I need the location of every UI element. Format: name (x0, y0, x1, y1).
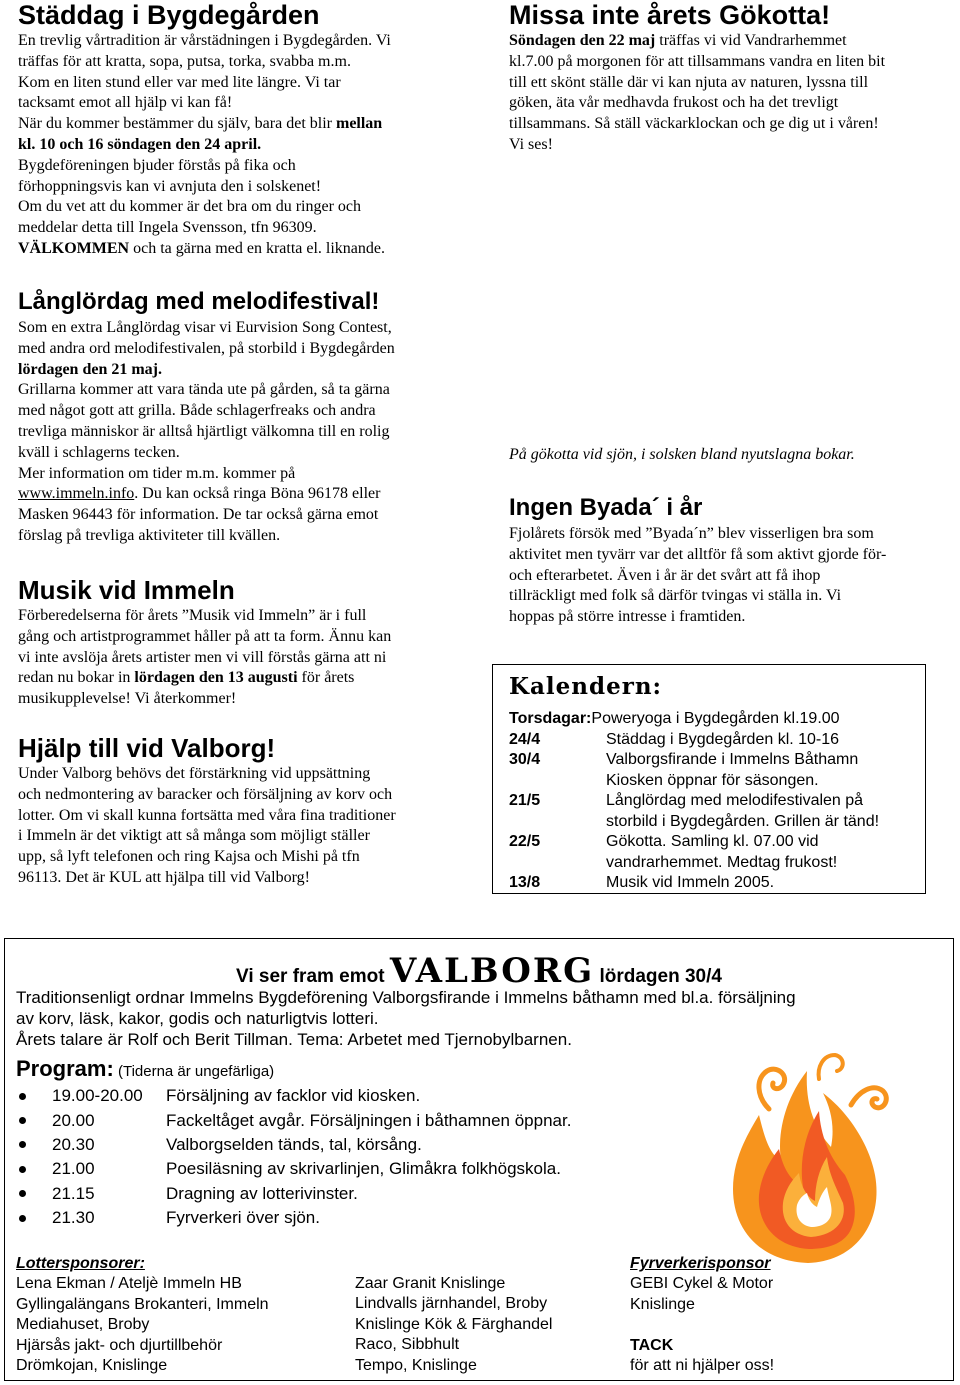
calendar-row (509, 791, 925, 832)
stad-line: förhoppningsvis kan vi avnjuta den i solskenet! (18, 177, 322, 195)
calendar-row (509, 709, 925, 730)
sponsor-item: Drömkojan, Knislinge (16, 1357, 168, 1375)
stad-line: Om du vet att du kommer är det bra om du ringer och (18, 198, 362, 216)
program-item (16, 1084, 676, 1108)
calendar-rows (509, 730, 925, 894)
calendar-row (509, 832, 925, 873)
program-item (16, 1108, 676, 1132)
calendar-event-line: Musik vid Immeln 2005. (606, 874, 775, 891)
gok-line: göken, äta vår medhavda frukost och ha det trevligt (509, 94, 839, 112)
stad-title: Städdag i Bygdegården (18, 0, 320, 30)
calendar-event-line: Kiosken öppnar för säsongen. (606, 771, 819, 789)
tack-label: TACK (630, 1336, 674, 1354)
valborg-head-pre: Vi ser fram emot (236, 966, 390, 987)
lang-line: trevliga människor är alltså hjärtligt välkomna till en rolig (18, 422, 390, 440)
bullet-icon (19, 1117, 26, 1124)
calendar-event (606, 730, 839, 751)
fyr-head: Fyrverkerisponsor (630, 1255, 771, 1272)
program-heading (16, 1056, 274, 1082)
bullet-icon (19, 1093, 26, 1100)
calendar-row (509, 730, 925, 751)
sponsor-item: Hjärsås jakt- och djurtillbehör (16, 1336, 223, 1354)
calendar-event-line: Gökotta. Samling kl. 07.00 vid (606, 833, 819, 850)
stad-line: tacksamt emot all hjälp vi kan få! (18, 94, 233, 112)
lang-section (18, 288, 478, 547)
program-item (16, 1206, 676, 1230)
sponsor-item: Lindvalls järnhandel, Broby (355, 1295, 548, 1313)
valborg-head-big: VALBORG (389, 951, 595, 991)
program-time: 20.00 (52, 1110, 95, 1130)
musik-bold: lördagen den 13 augusti (134, 669, 298, 687)
valborg-heading (5, 951, 953, 991)
valborg-intro (16, 987, 946, 1050)
program-text: Fyrverkeri över sjön. (166, 1208, 320, 1228)
bullet-icon (19, 1166, 26, 1173)
stad-section (18, 0, 478, 260)
gok-line: Vi ses! (509, 135, 553, 153)
stad-line: kl. 10 och 16 söndagen den 24 april. (18, 135, 262, 153)
calendar-date: 13/8 (509, 874, 541, 891)
byada-title: Ingen Byada´ i år (509, 494, 703, 521)
valborg-line: Årets talare är Rolf och Berit Tillman. Tema: Arbetet med Tjernobylbarnen. (16, 1030, 572, 1049)
valborg-line: Traditionsenligt ordnar Immelns Bygdeförening Valborgsfirande i Immelns båthamn med bl.a. försäljning (16, 988, 796, 1007)
calendar-event (606, 750, 858, 791)
byada-section (509, 494, 949, 628)
musik-line: vi inte avslöja årets artister men vi vill förstås gärna att ni (18, 648, 387, 666)
musik-line: Förberedelserna för årets ”Musik vid Immeln” är i full (18, 607, 367, 624)
lang-title: Långlördag med melodifestival! (18, 288, 380, 315)
lotteri-sponsors (16, 1254, 346, 1376)
calendar-text: Poweryoga i Bygdegården kl.19.00 (591, 710, 840, 727)
program-time: 21.30 (52, 1208, 95, 1228)
lang-line: Masken 96443 för information. De tar också gärna emot (18, 506, 379, 524)
stad-line: Bygdeföreningen bjuder förstås på fika och (18, 156, 296, 174)
byada-line: och efterarbetet. Även i år är det svårt att få ihop (509, 566, 821, 584)
gok-text: träffas vi vid Vandrarhemmet (655, 32, 847, 49)
bullet-icon (19, 1215, 26, 1222)
stad-line (18, 239, 478, 260)
sponsor-item: GEBI Cykel & Motor (630, 1275, 774, 1293)
lang-line: med andra ord melodifestivalen, på storbild i Bygdegården (18, 339, 395, 357)
calendar-box (492, 664, 926, 894)
calendar-date: 30/4 (509, 751, 541, 768)
musik-text: redan nu bokar in (18, 669, 135, 687)
byada-line: tillräckligt med folk så därför tvingas vi ställa in. Vi (509, 587, 842, 605)
help-line: Under Valborg behövs det förstärkning vid uppsättning (18, 765, 371, 782)
lang-line: Grillarna kommer att vara tända ute på gården, så ta gärna (18, 381, 390, 399)
musik-line: gång och artistprogrammet håller på att ta form. Ännu kan (18, 627, 392, 645)
calendar-row (509, 750, 925, 791)
calendar-title: Kalendern: (509, 673, 663, 700)
lang-line: Som en extra Långlördag visar vi Eurvision Song Contest, (18, 319, 392, 336)
program-list (16, 1084, 676, 1230)
byada-line: hoppas på större intresse i framtiden. (509, 608, 746, 626)
help-line: och nedmontering av baracker och försäljning av korv och (18, 785, 393, 803)
valborg-box (4, 938, 954, 1381)
help-line: lotter. Om vi skall kunna fortsätta med våra fina traditioner (18, 806, 396, 824)
stad-line: meddelar detta till Ingela Svensson, tfn 96309. (18, 219, 317, 237)
stad-line (18, 114, 478, 135)
lang-line: Mer information om tider m.m. kommer på (18, 464, 296, 482)
help-line: upp, så lyft telefonen och ring Kajsa och Mishi på tfn (18, 848, 360, 866)
help-section (18, 733, 478, 889)
musik-text: för årets (297, 669, 355, 687)
calendar-event (606, 791, 879, 832)
byada-line: Fjolårets försök med ”Byada´n” blev visserligen bra som (509, 525, 874, 542)
program-text: Fackeltåget avgår. Försäljningen i båthamnen öppnar. (166, 1110, 572, 1130)
gok-line: till ett skönt ställe där vi kan njuta av naturen, lyssna till (509, 73, 869, 91)
help-title: Hjälp till vid Valborg! (18, 733, 276, 763)
lang-text: . Du kan också ringa Böna 96178 eller (134, 485, 381, 503)
program-text: Försäljning av facklor vid kiosken. (166, 1086, 421, 1106)
stad-bold: mellan (335, 115, 383, 133)
program-text: Dragning av lotterivinster. (166, 1183, 358, 1203)
program-time: 21.15 (52, 1183, 95, 1203)
sponsor-item: Knislinge (630, 1295, 695, 1313)
program-item (16, 1157, 676, 1181)
help-line: 96113. Det är KUL att hjälpa till vid Valborg! (18, 868, 310, 886)
musik-section (18, 575, 478, 710)
calendar-label: Torsdagar: (509, 710, 592, 727)
calendar-date: 21/5 (509, 792, 541, 809)
program-time: 21.00 (52, 1159, 95, 1179)
musik-line (18, 668, 478, 689)
calendar-event-line: Städdag i Bygdegården kl. 10-16 (606, 730, 840, 748)
calendar-event-line: storbild i Bygdegården. Grillen är tänd! (606, 812, 880, 830)
lang-line: kväll i schlagerns tecken. (18, 443, 180, 461)
calendar-row (509, 873, 925, 894)
valborg-head-post: lördagen 30/4 (594, 966, 722, 987)
bullet-icon (19, 1190, 26, 1197)
sponsor-item: Tempo, Knislinge (355, 1356, 477, 1374)
fyr-sponsors (630, 1254, 860, 1376)
lang-line: förslag på trevliga aktiviteter till kvällen. (18, 526, 281, 544)
calendar-event-line: Långlördag med melodifestivalen på (606, 792, 864, 809)
program-time: 20.30 (52, 1134, 95, 1154)
program-note: (Tiderna är ungefärliga) (113, 1063, 275, 1080)
musik-line: musikupplevelse! Vi återkommer! (18, 690, 237, 708)
gok-line (509, 31, 949, 52)
immeln-link[interactable]: www.immeln.info (18, 485, 135, 503)
stad-line: En trevlig vårtradition är vårstädningen i Bygdegården. Vi (18, 32, 391, 49)
stad-text: När du kommer bestämmer du själv, bara det blir (18, 115, 336, 133)
lang-line (18, 484, 478, 505)
calendar-event (606, 873, 774, 894)
spacer (630, 1315, 860, 1335)
lotteri-sponsors-2 (355, 1274, 615, 1376)
sponsor-item: Mediahuset, Broby (16, 1316, 150, 1334)
stad-line: träffas för att kratta, sopa, putsa, torka, svabba m.m. (18, 52, 351, 70)
stad-text: och ta gärna med en kratta el. liknande. (129, 239, 385, 257)
sponsor-item: Lena Ekman / Ateljè Immeln HB (16, 1275, 242, 1293)
musik-title: Musik vid Immeln (18, 575, 235, 605)
program-time: 19.00-20.00 (52, 1086, 143, 1106)
lang-line: med något gott att grilla. Både schlagerfreaks och andra (18, 402, 376, 420)
tack-text: för att ni hjälper oss! (630, 1357, 775, 1375)
gok-section (509, 0, 949, 156)
byada-line: aktivitet men tyvärr var det alltför få som aktivt gjorde för- (509, 545, 887, 563)
gok-line: tillsammans. Så ställ väckarklockan och ge dig ut i våren! (509, 115, 879, 133)
bullet-icon (19, 1141, 26, 1148)
program-item (16, 1182, 676, 1206)
calendar-event-line: Valborgsfirande i Immelns Båthamn (606, 751, 859, 768)
lang-line: lördagen den 21 maj. (18, 360, 162, 378)
sponsor-item: Gyllingalängans Brokanteri, Immeln (16, 1295, 269, 1313)
sponsor-item: Knislinge Kök & Färghandel (355, 1315, 553, 1333)
sponsor-item: Raco, Sibbhult (355, 1336, 460, 1354)
valborg-line: av korv, läsk, kakor, godis och naturligtvis lotteri. (16, 1009, 379, 1028)
flame-icon (719, 1049, 897, 1267)
gok-bold: Söndagen den 22 maj (509, 32, 656, 49)
program-label: Program: (16, 1056, 114, 1081)
sponsor-item: Zaar Granit Knislinge (355, 1275, 506, 1292)
calendar-event (606, 832, 837, 873)
calendar-date: 22/5 (509, 833, 541, 850)
calendar-event-line: vandrarhemmet. Medtag frukost! (606, 853, 838, 871)
program-item (16, 1133, 676, 1157)
lotteri-head: Lottersponsorer: (16, 1255, 145, 1272)
help-line: i Immeln är det viktigt att så många som möjligt ställer (18, 827, 370, 845)
gok-title: Missa inte årets Gökotta! (509, 0, 831, 30)
program-text: Poesiläsning av skrivarlinjen, Glimåkra folkhögskola. (166, 1159, 561, 1179)
gok-line: kl.7.00 på morgonen för att tillsammans vandra en liten bit (509, 52, 886, 70)
stad-line: Kom en liten stund eller var med lite längre. Vi tar (18, 73, 341, 91)
program-text: Valborgselden tänds, tal, körsång. (166, 1134, 422, 1154)
stad-bold: VÄLKOMMEN (18, 239, 130, 257)
calendar-date: 24/4 (509, 730, 541, 748)
gok-caption: På gökotta vid sjön, i solsken bland nyutslagna bokar. (509, 446, 855, 463)
